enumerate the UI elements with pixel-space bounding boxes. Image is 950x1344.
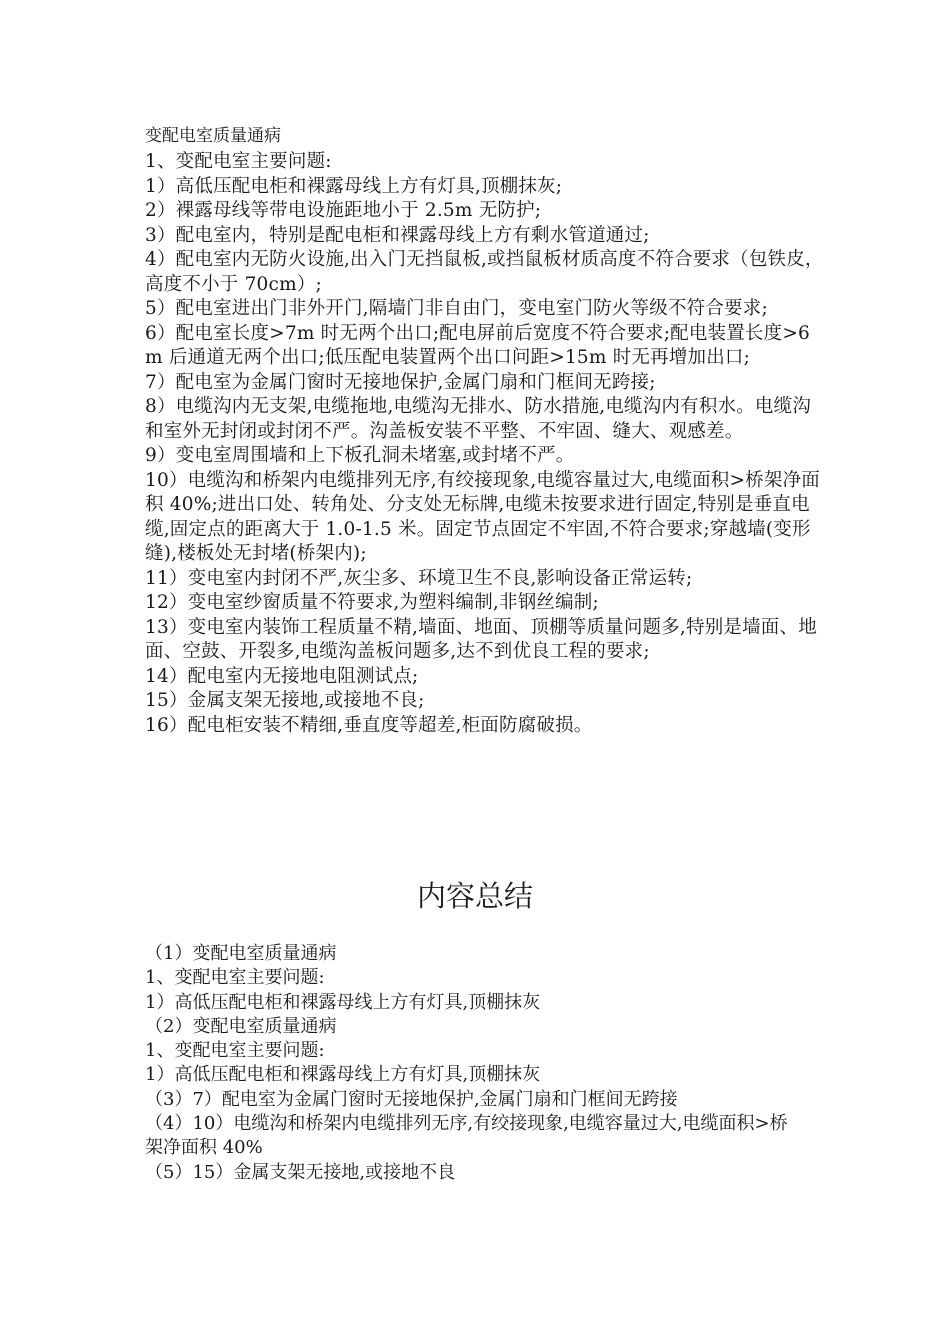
issue-item-9: 9）变电室周围墙和上下板孔洞未堵塞,或封堵不严。 xyxy=(145,445,575,466)
document-title: 变配电室质量通病 xyxy=(145,126,281,146)
summary-line: （2）变配电室质量通病 xyxy=(145,1015,337,1037)
issue-item-16: 16）配电柜安装不精细,垂直度等超差,柜面防腐破损。 xyxy=(145,714,593,736)
issue-item-2: 2）裸露母线等带电设施距地小于 2.5m 无防护; xyxy=(145,200,542,221)
issue-item-7: 7）配电室为金属门窗时无接地保护,金属门扇和门框间无跨接; xyxy=(145,371,656,393)
issue-item-13: 13）变电室内装饰工程质量不精,墙面、地面、顶棚等质量问题多,特别是墙面、地面、空鼓、开裂多,电缆沟盖板问题多,达不到优良工程的要求; xyxy=(145,616,817,662)
summary-line: 1）高低压配电柜和裸露母线上方有灯具,顶棚抹灰 xyxy=(145,1064,541,1086)
summary-line: 1、变配电室主要问题: xyxy=(145,1040,325,1062)
summary-line: 1、变配电室主要问题: xyxy=(145,967,325,989)
issue-item-11: 11）变电室内封闭不严,灰尘多、环境卫生不良,影响设备正常运转; xyxy=(145,567,693,589)
issue-item-12: 12）变电室纱窗质量不符要求,为塑料编制,非钢丝编制; xyxy=(145,592,599,613)
issue-item-10: 10）电缆沟和桥架内电缆排列无序,有绞接现象,电缆容量过大,电缆面积>桥架净面积 40%;进出口处、转角处、分支处无标牌,电缆未按要求进行固定,特别是垂直电缆,固定点的距离大于 1.0-1.5 米。固定节点固定不牢固,不符合要求;穿越墙(变形缝),楼板处无封堵(桥架内); xyxy=(145,469,820,564)
issue-item-15: 15）金属支架无接地,或接地不良; xyxy=(145,690,425,711)
issue-item-14: 14）配电室内无接地电阻测试点; xyxy=(145,665,419,687)
summary-section xyxy=(145,942,805,1185)
issue-item-4: 4）配电室内无防火设施,出入门无挡鼠板,或挡鼠板材质高度不符合要求（包铁皮，高度不小于 70cm）; xyxy=(145,249,824,295)
issue-item-8: 8）电缆沟内无支架,电缆拖地,电缆沟无排水、防水措施,电缆沟内有积水。电缆沟和室外无封闭或封闭不严。沟盖板安装不平整、不牢固、缝大、观感差。 xyxy=(145,396,812,442)
summary-line: （5）15）金属支架无接地,或接地不良 xyxy=(145,1161,456,1183)
summary-heading: 内容总结 xyxy=(416,879,533,913)
summary-line: 1）高低压配电柜和裸露母线上方有灯具,顶棚抹灰 xyxy=(145,991,541,1013)
summary-line: （1）变配电室质量通病 xyxy=(145,943,337,964)
document-body xyxy=(145,150,825,738)
summary-line: （4）10）电缆沟和桥架内电缆排列无序,有绞接现象,电缆容量过大,电缆面积>桥架净面积 40% xyxy=(145,1113,788,1159)
issue-item-6: 6）配电室长度>7m 时无两个出口;配电屏前后宽度不符合要求;配电装置长度>6m 后通道无两个出口;低压配电装置两个出口问距>15m 时无再增加出口; xyxy=(145,322,811,368)
section-heading: 1、变配电室主要问题: xyxy=(145,151,332,172)
summary-line: （3）7）配电室为金属门窗时无接地保护,金属门扇和门框间无跨接 xyxy=(145,1088,678,1110)
issue-item-5: 5）配电室进出门非外开门,隔墙门非自由门，变电室门防火等级不符合要求; xyxy=(145,298,768,319)
issue-item-1: 1）高低压配电柜和裸露母线上方有灯具,顶棚抹灰; xyxy=(145,175,563,197)
issue-item-3: 3）配电室内，特别是配电柜和裸露母线上方有剩水管道通过; xyxy=(145,224,650,246)
